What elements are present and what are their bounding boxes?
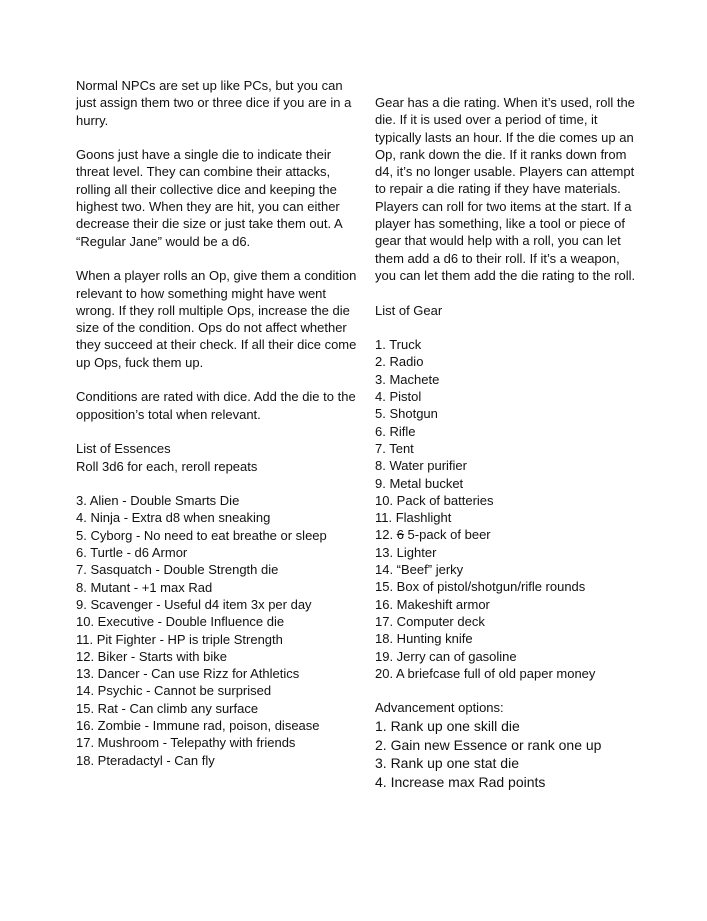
gear-item: 3. Machete	[375, 371, 440, 387]
gear-heading: List of Gear	[375, 302, 443, 318]
essence-item: 9. Scavenger - Useful d4 item 3x per day	[76, 596, 312, 612]
essences-list	[76, 492, 366, 769]
struck-text: 6	[396, 527, 404, 543]
gear-item: 5. Shotgun	[375, 406, 438, 422]
left-column	[76, 77, 366, 769]
essence-item: 4. Ninja - Extra d8 when sneaking	[76, 510, 271, 526]
gear-item-text: 5-pack of beer	[403, 527, 491, 543]
gear-item: 18. Hunting knife	[375, 631, 473, 647]
essence-item: 10. Executive - Double Influence die	[76, 614, 285, 630]
essence-item: 5. Cyborg - No need to eat breathe or sleep	[76, 527, 327, 543]
gear-item: 14. “Beef” jerky	[375, 562, 464, 578]
gear-item: 13. Lighter	[375, 544, 437, 560]
essence-item: 14. Psychic - Cannot be surprised	[76, 683, 272, 699]
gear-item: 6. Rifle	[375, 423, 416, 439]
gear-item: 17. Computer deck	[375, 613, 485, 629]
gear-item: 19. Jerry can of gasoline	[375, 648, 517, 664]
gear-item: 16. Makeshift armor	[375, 596, 490, 612]
spacer	[375, 319, 637, 336]
ops-paragraph: When a player rolls an Op, give them a condition relevant to how something might have went wrong. If they roll multiple Ops, increase the die size of the condition. Ops do not affect whether they succeed at their check. If all their dice come up Ops, fuck them up.	[76, 268, 357, 370]
essences-heading: List of Essences	[76, 441, 171, 457]
advancement-item: 2. Gain new Essence or rank one up	[375, 736, 602, 753]
goons-paragraph: Goons just have a single die to indicate their threat level. They can combine their attacks, rolling all their collective dice and keeping the highest two. When they are hit, you can either decrease their die size or just take them out. A “Regular Jane” would be a d6.	[76, 147, 342, 249]
advancement-item: 3. Rank up one stat die	[375, 755, 519, 772]
essence-item: 17. Mushroom - Telepathy with friends	[76, 735, 296, 751]
gear-item-number: 12.	[375, 527, 397, 543]
advancement-item: 4. Increase max Rad points	[375, 773, 546, 790]
essence-item: 3. Alien - Double Smarts Die	[76, 493, 240, 509]
essence-item: 11. Pit Fighter - HP is triple Strength	[76, 631, 283, 647]
spacer	[76, 475, 366, 492]
advancement-heading: Advancement options:	[375, 700, 504, 716]
essence-item: 7. Sasquatch - Double Strength die	[76, 562, 279, 578]
gear-item: 7. Tent	[375, 440, 414, 456]
essence-item: 18. Pteradactyl - Can fly	[76, 752, 215, 768]
essence-item: 15. Rat - Can climb any surface	[76, 700, 259, 716]
gear-item: 2. Radio	[375, 354, 424, 370]
advancement-list	[375, 717, 637, 791]
conditions-paragraph: Conditions are rated with dice. Add the die to the opposition’s total when relevant.	[76, 389, 356, 422]
essences-subheading: Roll 3d6 for each, reroll repeats	[76, 458, 258, 474]
advancement-item: 1. Rank up one skill die	[375, 718, 520, 735]
gear-item: 10. Pack of batteries	[375, 492, 494, 508]
essence-item: 16. Zombie - Immune rad, poison, disease	[76, 717, 320, 733]
gear-item: 8. Water purifier	[375, 458, 467, 474]
essence-item: 12. Biker - Starts with bike	[76, 648, 227, 664]
npc-paragraph: Normal NPCs are set up like PCs, but you can just assign them two or three dice if you are in a hurry.	[76, 78, 352, 128]
essence-item: 8. Mutant - +1 max Rad	[76, 579, 213, 595]
gear-item: 11. Flashlight	[375, 510, 452, 526]
essence-item: 6. Turtle - d6 Armor	[76, 545, 188, 561]
gear-item-edited	[375, 526, 637, 543]
right-column	[375, 94, 637, 791]
essence-item: 13. Dancer - Can use Rizz for Athletics	[76, 666, 300, 682]
gear-item: 4. Pistol	[375, 389, 422, 405]
gear-item: 9. Metal bucket	[375, 475, 464, 491]
gear-paragraph: Gear has a die rating. When it’s used, roll the die. If it is used over a period of time, it typically lasts an hour. If the die comes up an Op, rank down the die. If it ranks down from d4, it’s no longer usable. Players can attempt to repair a die rating if they have materials. Players can roll for two items at the start. If a player has something, like a tool or piece of gear that would help with a roll, you can let them add a d6 to their roll. If it’s a weapon, you can let them add the die rating to the roll.	[375, 95, 636, 283]
gear-item: 15. Box of pistol/shotgun/rifle rounds	[375, 579, 586, 595]
gear-item: 20. A briefcase full of old paper money	[375, 665, 596, 681]
gear-item: 1. Truck	[375, 337, 422, 353]
gear-list	[375, 336, 637, 682]
